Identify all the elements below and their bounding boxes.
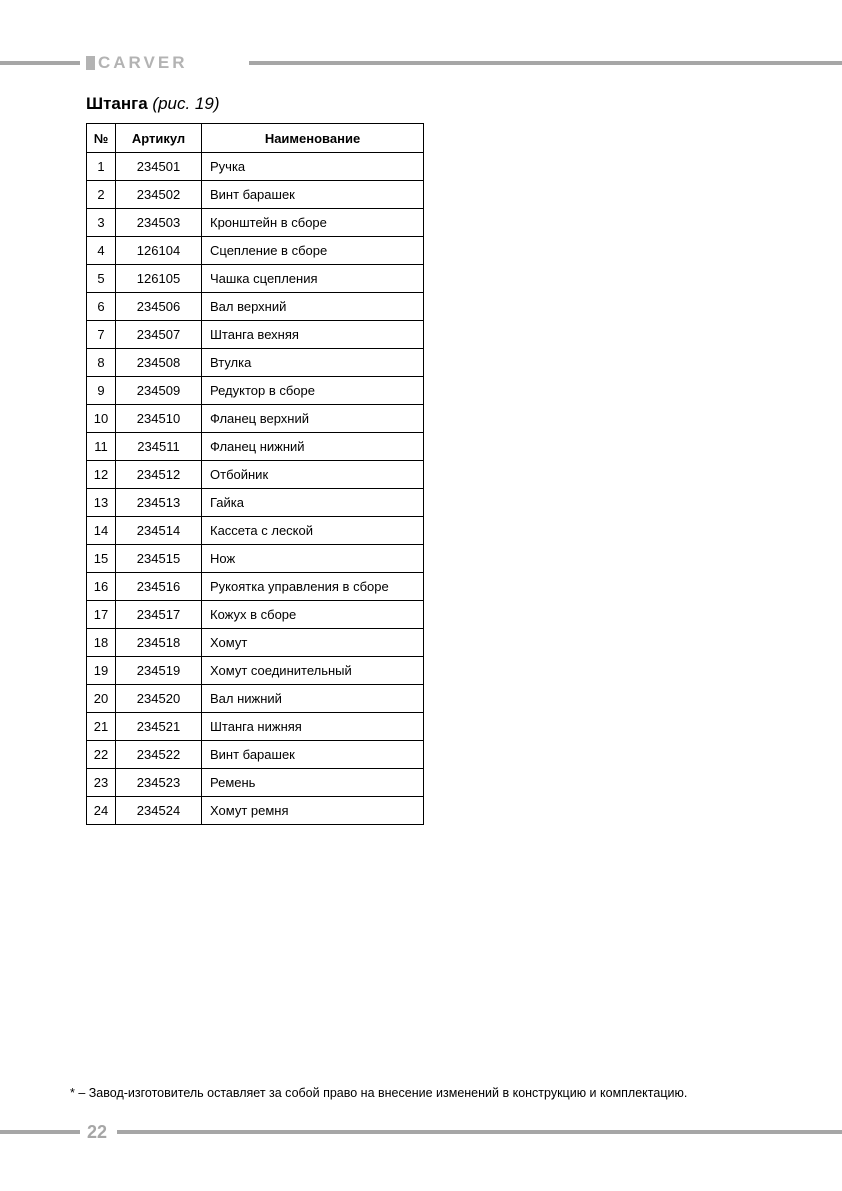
table-row: [87, 545, 424, 573]
section-title: [86, 93, 220, 115]
cell-article: 234506: [116, 293, 202, 321]
cell-num: 18: [87, 629, 116, 657]
cell-name: Вал нижний: [202, 685, 424, 713]
cell-name: Фланец верхний: [202, 405, 424, 433]
table-row: [87, 517, 424, 545]
cell-name: Сцепление в сборе: [202, 237, 424, 265]
header-rule-right: [249, 61, 842, 65]
cell-name: Нож: [202, 545, 424, 573]
cell-article: 234517: [116, 601, 202, 629]
footer-rule-right: [117, 1130, 842, 1134]
cell-name: Штанга нижняя: [202, 713, 424, 741]
cell-num: 11: [87, 433, 116, 461]
cell-num: 8: [87, 349, 116, 377]
cell-article: 126104: [116, 237, 202, 265]
cell-name: Ручка: [202, 153, 424, 181]
cell-article: 234508: [116, 349, 202, 377]
header-name: Наименование: [202, 124, 424, 153]
cell-num: 6: [87, 293, 116, 321]
table-row: [87, 601, 424, 629]
cell-article: 234511: [116, 433, 202, 461]
cell-num: 13: [87, 489, 116, 517]
cell-article: 234513: [116, 489, 202, 517]
cell-name: Кассета с леской: [202, 517, 424, 545]
cell-article: 234524: [116, 797, 202, 825]
cell-num: 24: [87, 797, 116, 825]
cell-article: 234516: [116, 573, 202, 601]
cell-name: Винт барашек: [202, 181, 424, 209]
cell-num: 20: [87, 685, 116, 713]
cell-name: Штанга вехняя: [202, 321, 424, 349]
cell-article: 234515: [116, 545, 202, 573]
table-row: [87, 433, 424, 461]
cell-name: Хомут соединительный: [202, 657, 424, 685]
cell-num: 23: [87, 769, 116, 797]
cell-num: 9: [87, 377, 116, 405]
cell-name: Хомут ремня: [202, 797, 424, 825]
table-row: [87, 293, 424, 321]
parts-table-body: [87, 153, 424, 825]
table-header-row: [87, 124, 424, 153]
table-row: [87, 573, 424, 601]
cell-num: 19: [87, 657, 116, 685]
table-row: [87, 209, 424, 237]
cell-article: 234503: [116, 209, 202, 237]
cell-article: 234509: [116, 377, 202, 405]
table-row: [87, 349, 424, 377]
cell-num: 14: [87, 517, 116, 545]
table-row: [87, 153, 424, 181]
table-row: [87, 769, 424, 797]
cell-name: Кронштейн в сборе: [202, 209, 424, 237]
cell-name: Редуктор в сборе: [202, 377, 424, 405]
cell-name: Вал верхний: [202, 293, 424, 321]
cell-name: Рукоятка управления в сборе: [202, 573, 424, 601]
table-row: [87, 713, 424, 741]
table-row: [87, 685, 424, 713]
cell-name: Кожух в сборе: [202, 601, 424, 629]
cell-num: 12: [87, 461, 116, 489]
cell-name: Хомут: [202, 629, 424, 657]
cell-name: Чашка сцепления: [202, 265, 424, 293]
table-row: [87, 797, 424, 825]
cell-num: 2: [87, 181, 116, 209]
cell-num: 10: [87, 405, 116, 433]
brand-name: CARVER: [98, 53, 188, 72]
cell-num: 21: [87, 713, 116, 741]
cell-name: Фланец нижний: [202, 433, 424, 461]
cell-num: 16: [87, 573, 116, 601]
cell-article: 234502: [116, 181, 202, 209]
cell-article: 234512: [116, 461, 202, 489]
cell-article: 126105: [116, 265, 202, 293]
cell-article: 234510: [116, 405, 202, 433]
table-row: [87, 181, 424, 209]
cell-article: 234507: [116, 321, 202, 349]
cell-num: 1: [87, 153, 116, 181]
cell-article: 234501: [116, 153, 202, 181]
cell-num: 7: [87, 321, 116, 349]
cell-name: Ремень: [202, 769, 424, 797]
table-row: [87, 461, 424, 489]
cell-name: Отбойник: [202, 461, 424, 489]
logo-mark: [86, 56, 95, 70]
header-rule-left: [0, 61, 80, 65]
cell-num: 4: [87, 237, 116, 265]
cell-num: 17: [87, 601, 116, 629]
cell-article: 234514: [116, 517, 202, 545]
cell-num: 15: [87, 545, 116, 573]
header-article: Артикул: [116, 124, 202, 153]
section-title-main: Штанга: [86, 94, 148, 113]
table-row: [87, 405, 424, 433]
parts-table: [86, 123, 424, 825]
footer-rule-left: [0, 1130, 80, 1134]
table-row: [87, 489, 424, 517]
cell-article: 234519: [116, 657, 202, 685]
cell-article: 234520: [116, 685, 202, 713]
table-row: [87, 657, 424, 685]
table-row: [87, 377, 424, 405]
table-row: [87, 629, 424, 657]
table-row: [87, 741, 424, 769]
brand-logo: [86, 53, 187, 73]
cell-name: Винт барашек: [202, 741, 424, 769]
cell-num: 5: [87, 265, 116, 293]
cell-article: 234522: [116, 741, 202, 769]
cell-name: Гайка: [202, 489, 424, 517]
cell-article: 234521: [116, 713, 202, 741]
header-num: №: [87, 124, 116, 153]
table-row: [87, 321, 424, 349]
cell-num: 22: [87, 741, 116, 769]
page-number: 22: [87, 1122, 108, 1142]
cell-article: 234518: [116, 629, 202, 657]
table-row: [87, 265, 424, 293]
figure-reference: (рис. 19): [152, 94, 220, 113]
cell-name: Втулка: [202, 349, 424, 377]
cell-num: 3: [87, 209, 116, 237]
footnote: * – Завод-изготовитель оставляет за собой право на внесение изменений в конструкцию и комплектацию.: [70, 1086, 688, 1100]
cell-article: 234523: [116, 769, 202, 797]
table-row: [87, 237, 424, 265]
